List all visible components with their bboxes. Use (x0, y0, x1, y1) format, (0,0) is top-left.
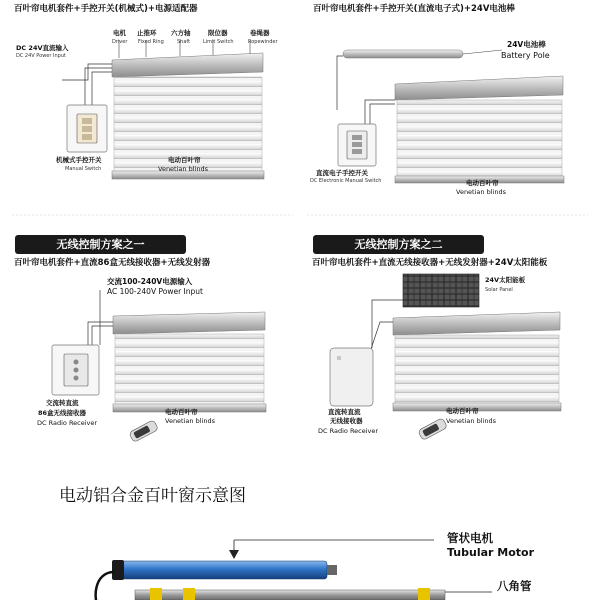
octagonal-tube-cn: 八角管 (497, 579, 532, 593)
blinds-en-br: Venetian blinds (446, 417, 496, 425)
receiver-cn2-bl: 86盒无线接收器 (38, 409, 87, 417)
blinds-en-tl: Venetian blinds (158, 165, 208, 173)
solar-panel (403, 274, 479, 307)
caption-tr: 百叶帘电机套件+手控开关(直流电子式)+24V电池棒 (313, 4, 515, 14)
receiver-en-bl: DC Radio Receiver (37, 419, 98, 427)
schematic-title: 电动铝合金百叶窗示意图 (59, 486, 246, 506)
battery-pole-cn: 24V电池棒 (507, 40, 546, 49)
battery-pole (343, 50, 502, 58)
part-shaft-cn: 六方轴 (171, 29, 191, 37)
blinds-bl (113, 312, 266, 412)
caption-br: 百叶帘电机套件+直流无线接收器+无线发射器+24V太阳能板 (312, 258, 548, 268)
power-input-en-bl: AC 100-240V Power Input (107, 287, 203, 296)
part-limit-switch-en: Limit Switch (203, 39, 234, 45)
manual-switch-cn: 机械式手控开关 (56, 156, 102, 164)
part-fixed-ring-en: Fixed Ring (138, 39, 164, 45)
remote-br (418, 418, 448, 441)
manual-switch-en: Manual Switch (65, 166, 102, 172)
blinds-cn-br: 电动百叶帘 (446, 407, 479, 415)
caption-bl: 百叶帘电机套件+直流86盒无线接收器+无线发射器 (14, 258, 211, 268)
manual-switch-tl (67, 105, 107, 152)
blinds-en-tr: Venetian blinds (456, 188, 506, 196)
blinds-en-bl: Venetian blinds (165, 417, 215, 425)
radio-receiver-br (330, 348, 373, 406)
electronic-switch-tr (338, 124, 376, 166)
electronic-switch-cn: 直流电子手控开关 (316, 169, 368, 177)
blinds-br (393, 312, 561, 411)
power-input-cn-tl: DC 24V直流输入 (16, 44, 69, 52)
receiver-cn2-br: 无线接收器 (330, 417, 363, 425)
banner-bl: 无线控制方案之一 (15, 235, 186, 254)
solar-panel-en: Solar Panel (485, 287, 513, 293)
power-input-en-tl: DC 24V Power Input (16, 53, 66, 59)
blinds-cn-tr: 电动百叶帘 (466, 179, 499, 187)
blinds-tr (395, 76, 564, 183)
radio-receiver-bl (52, 345, 99, 395)
receiver-en-br: DC Radio Receiver (318, 427, 379, 435)
solar-panel-cn: 24V太阳能板 (485, 276, 526, 284)
banner-br: 无线控制方案之二 (313, 235, 484, 254)
tubular-motor-en: Tubular Motor (447, 546, 535, 559)
battery-pole-en: Battery Pole (501, 51, 550, 60)
tubular-motor (117, 561, 327, 579)
part-limit-switch-cn: 限位器 (208, 29, 228, 37)
receiver-cn1-br: 直流转直流 (328, 408, 361, 416)
blinds-cn-bl: 电动百叶帘 (165, 408, 198, 416)
wiring-tl (62, 64, 112, 108)
remote-bl (129, 420, 159, 443)
part-ropewinder-cn: 卷绳器 (250, 29, 270, 37)
power-input-cn-bl: 交流100-240V电源输入 (107, 277, 193, 286)
part-driver-en: Driver (112, 39, 128, 45)
part-ropewinder-en: Ropewinder (248, 39, 278, 45)
part-fixed-ring-cn: 止推环 (137, 29, 157, 37)
schematic-graphics (96, 540, 492, 600)
electronic-switch-en: DC Electronic Manual Switch (310, 178, 382, 184)
tubular-motor-cn: 管状电机 (447, 531, 493, 545)
receiver-cn1-bl: 交流转直流 (46, 399, 79, 407)
wiring-tr (337, 56, 395, 126)
blinds-cn-tl: 电动百叶帘 (168, 156, 201, 164)
caption-tl: 百叶帘电机套件+手控开关(机械式)+电源适配器 (14, 4, 198, 14)
wiring-bl (88, 290, 113, 345)
part-shaft-en: Shaft (177, 39, 191, 45)
part-driver-cn: 电机 (113, 29, 126, 37)
octagonal-tube (135, 590, 445, 600)
